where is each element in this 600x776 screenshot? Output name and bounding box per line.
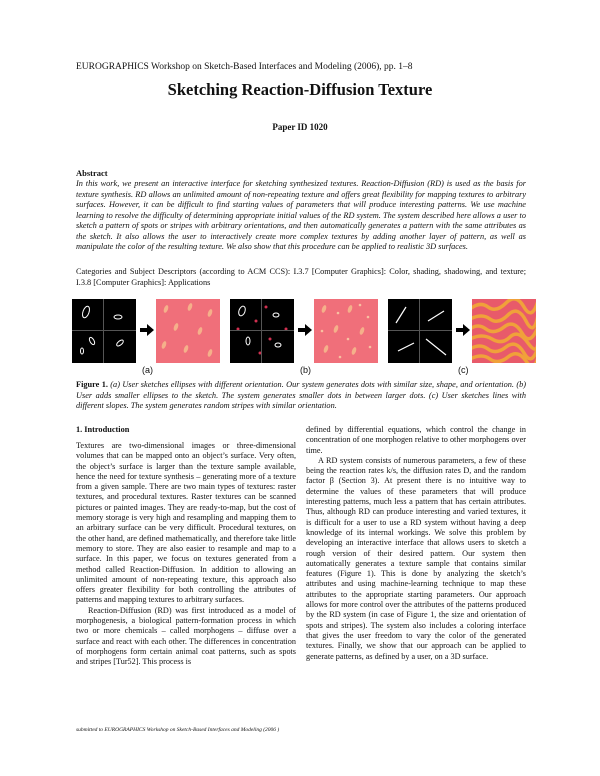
figure-1 <box>72 299 532 377</box>
sketch-panel-b <box>230 299 294 363</box>
caption-label: Figure 1. <box>76 380 108 389</box>
section-heading-introduction: 1. Introduction <box>76 425 130 434</box>
figure-label-a: (a) <box>142 365 153 375</box>
sketch-panel-a <box>72 299 136 363</box>
figure-caption <box>76 380 526 412</box>
generated-stripes-c <box>472 299 536 363</box>
sketch-ellipses-b <box>230 299 294 363</box>
paragraph: Reaction-Diffusion (RD) was first introduced as a model of morphogenesis, a biological pattern-formation process in which two or more chemicals – called morphogens – diffuse over a surface and react with each other. The differences in concentration of morphogens form certain animal coat patterns, such as spots and stripes [Tur52]. This process is <box>76 605 296 667</box>
column-right <box>306 425 526 662</box>
sketch-ellipses-a <box>72 299 136 363</box>
column-left <box>76 441 296 668</box>
paper-id: Paper ID 1020 <box>272 122 328 132</box>
running-head: EUROGRAPHICS Workshop on Sketch-Based Interfaces and Modeling (2006), pp. 1–8 <box>76 62 413 72</box>
categories-descriptors: Categories and Subject Descriptors (according to ACM CCS): I.3.7 [Computer Graphics]: Color, shading, shadowing, and texture; I.3.8 [Computer Graphics]: Applications <box>76 267 526 287</box>
abstract-heading: Abstract <box>76 168 108 178</box>
arrow-right-icon <box>456 323 470 337</box>
figure-label-b: (b) <box>300 365 311 375</box>
texture-spots-b <box>314 299 378 363</box>
paragraph: defined by differential equations, which control the change in concentration of one morphogen relative to other morphogens over time. <box>306 425 526 455</box>
paragraph: Textures are two-dimensional images or three-dimensional volumes that can be mapped onto an object’s surface. Very often, the object’s surface is larger than the texture sample available, hence the need for texture synthesis – generating more of a texture from a given sample. There are two main types of textures: raster textures, and procedural textures. Raster textures can be scanned pictures or painted images. They are ready-to-map, but the cost of memory storage is very high and resampling and mapping them to an arbitrary surface can be very difficult. Procedural textures, on the other hand, are defined mathematically, and therefore take little memory to store. They are also easier to resample and map to a surface. In this paper, we focus on textures generated from a method called Reaction-Diffusion. In addition to allowing an unlimited amount of non-repeating texture, this approach also offers greater flexibility for both controlling the attributes of patterns and mapping textures to arbitrary surfaces. <box>76 441 296 605</box>
abstract-text: In this work, we present an interactive interface for sketching synthesized textures. Reaction-Diffusion (RD) is used as the basis for texture synthesis. RD allows an unlimited amount of non-repeating texture and offers great flexibility for mapping textures to arbitrary surfaces. However, it can be difficult to find starting values of parameters that will produce interesting patterns. We use machine learning to resolve the difficulty of determining appropriate initial values of the RD system. The system described here allows a user to sketch a pattern of spots or stripes with arbitrary orientations, and then automatically generates a pattern with the same attributes as the sketch. It also allows the user to interactively create more complex textures by adding another layer of pattern, as well as manipulate the color of the resulting texture. We also show that this procedure can be applied to realistic 3D surfaces. <box>76 179 526 251</box>
sketch-panel-c <box>388 299 452 363</box>
texture-spots-a <box>156 299 220 363</box>
arrow-right-icon <box>298 323 312 337</box>
arrow-right-icon <box>140 323 154 337</box>
paper-title: Sketching Reaction-Diffusion Texture <box>167 80 433 99</box>
caption-text: (a) User sketches ellipses with different orientation. Our system generates dots with similar size, shape, and orientation. (b) User adds smaller ellipses to the sketch. The system generates smaller dots in between larger dots. (c) User sketches lines with different slopes. The system generates random stripes with similar orientation. <box>76 380 527 410</box>
page-footer: submitted to EUROGRAPHICS Workshop on Sketch-Based Interfaces and Modeling (2006 ) <box>76 727 280 733</box>
sketch-lines-c <box>388 299 452 363</box>
figure-label-c: (c) <box>458 365 469 375</box>
generated-dots-b <box>314 299 378 363</box>
generated-dots-a <box>156 299 220 363</box>
paragraph: A RD system consists of numerous parameters, a few of these being the reaction rates k/s, the diffusion rates D, and the random factor β (Section 3). At present there is no intuitive way to determine the values of these parameters that will produce interesting patterns, much less a pattern that has certain attributes. Thus, although RD can produce interesting and varied textures, it is difficult for a user to use a RD system without having a deep knowledge of its internal workings. We solve this problem by developing an interactive interface that allows users to sketch a rough version of their desired pattern. Our system then automatically generates a texture sample that contains similar features (Figure 1). This is done by analyzing the sketch’s attributes and using machine-learning technique to map these attributes to the appropriate starting parameters. Our approach allows for more control over the attributes of the patterns produced by the RD system (in case of Figure 1, the size and orientation of spots and stripes). The system also includes a coloring interface that gives the user freedom to vary the color of the generated textures. Finally, we show that our approach can be applied to generate patterns, as defined by a user, on a 3D surface. <box>306 455 526 661</box>
texture-stripes-c <box>472 299 536 363</box>
